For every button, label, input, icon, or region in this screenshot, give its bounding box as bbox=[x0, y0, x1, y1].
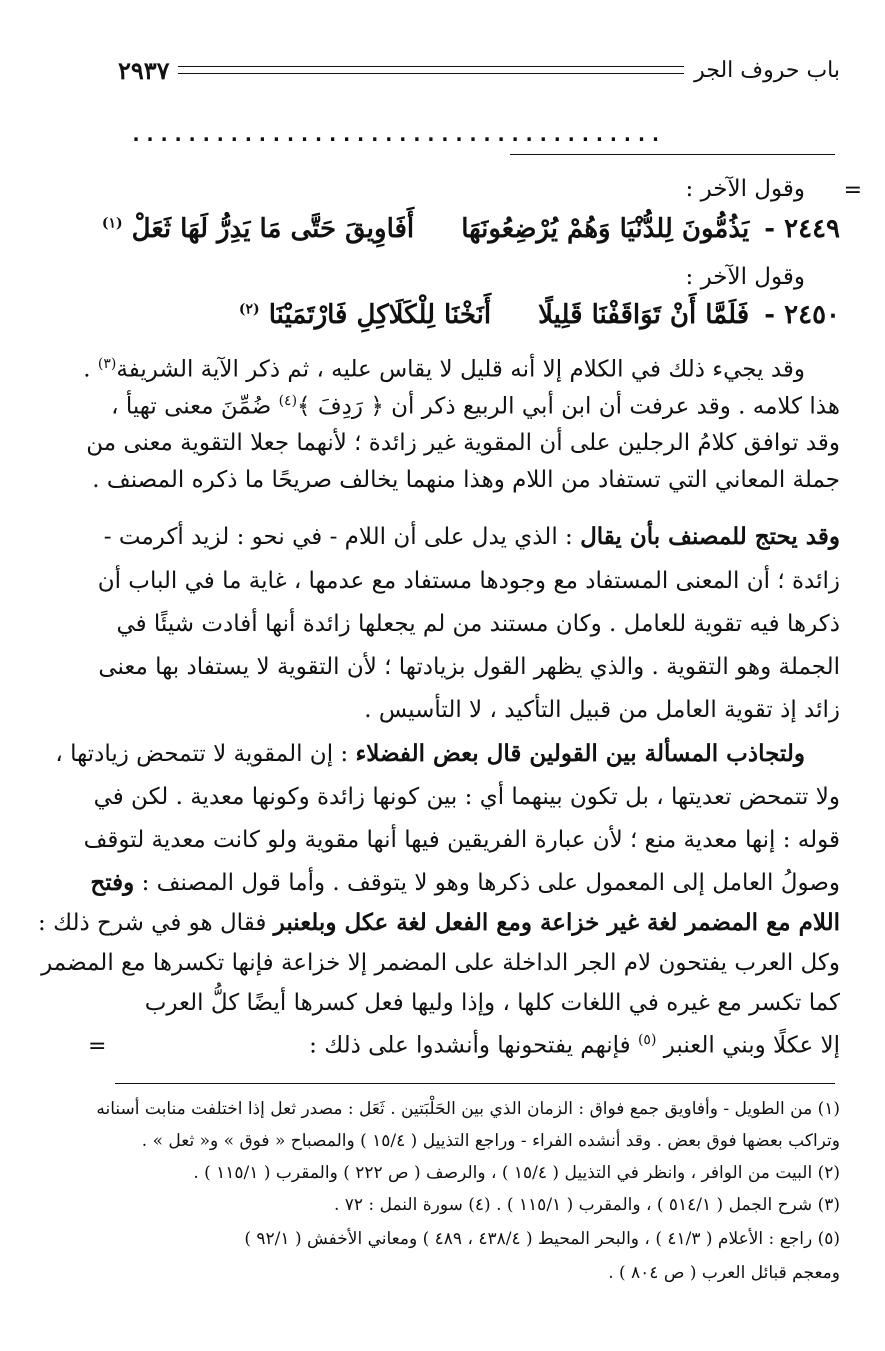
body-line: قوله : إنها معدية منع ؛ لأن عبارة الفريقين فيها أنها مقوية ولو كانت معدية لتوقف bbox=[83, 827, 840, 853]
chapter-title: باب حروف الجر bbox=[694, 57, 840, 83]
page-header bbox=[118, 50, 840, 90]
verse-2449 bbox=[101, 214, 840, 244]
body-line: زائد إذ تقوية العامل من قبيل التأكيد ، لا التأسيس . bbox=[364, 697, 840, 723]
body-line: وقد يحتج للمصنف بأن يقال : الذي يدل على أن اللام - في نحو : لزيد أكرمت - bbox=[103, 523, 840, 550]
verse-2450 bbox=[118, 300, 840, 330]
footnote-line: (٥) راجع : الأعلام ( ٤١/٣ ) ، والبحر المحيط ( ٤٣٨/٤ ، ٤٨٩ ) ومعاني الأخفش ( ٩٢/١ ) bbox=[244, 1229, 840, 1249]
continuation-mark-top: = bbox=[843, 178, 862, 203]
bold-phrase: وقد يحتج للمصنف بأن يقال bbox=[580, 523, 840, 550]
dotted-separator: ...................................... bbox=[130, 124, 664, 144]
footnote-line: وتراكب بعضها فوق بعض . وقد أنشده الفراء - وراجع التذييل ( ١٥/٤ ) والمصباح « فوق » و« ثعل » . bbox=[141, 1131, 840, 1151]
body-line: كما تكسر مع غيره في اللغات كلها ، وإذا وليها فعل كسرها أيضًا كلُّ العرب bbox=[144, 990, 840, 1016]
verse-second-hemistich: أَنَخْنَا لِلْكَلَاكِلِ فَارْتَمَيْنَا bbox=[268, 300, 492, 330]
body-line: الجملة وهو التقوية . والذي يظهر القول بزيادتها ؛ لأن التقوية لا يستفاد بها معنى bbox=[98, 654, 840, 680]
body-line: إلا عكلًا وبني العنبر $^{(٥)}$ فإنهم يفتحونها وأنشدوا على ذلك : bbox=[309, 1032, 840, 1059]
footnote-rule bbox=[115, 1083, 835, 1084]
body-line: ولتجاذب المسألة بين القولين قال بعض الفضلاء : إن المقوية لا تتمحض زيادتها ، bbox=[55, 740, 805, 767]
page-number: ٢٩٣٧ bbox=[118, 55, 170, 85]
footnote-line: ومعجم قبائل العرب ( ص ٨٠٤ ) . bbox=[608, 1263, 840, 1283]
body-line: هذا كلامه . وقد عرفت أن ابن أبي الربيع ذكر أن ﴿ رَدِفَ ﴾$^{(٤)}$ ضُمِّنَ معنى تهيأ ، bbox=[111, 393, 840, 420]
footnote-ref: (٢) bbox=[238, 301, 260, 318]
verse-intro: وقول الآخر : bbox=[685, 176, 805, 202]
footnote-ref: (٤) bbox=[278, 393, 298, 409]
body-line: ولا تتمحض تعديتها ، بل تكون بينهما أي : بين كونها زائدة وكونها معدية . لكن في bbox=[93, 784, 840, 810]
body-line: زائدة ؛ أن المعنى المستفاد مع وجودها مستفاد مع عدمها ، غاية ما في الباب أن bbox=[97, 568, 840, 594]
verse-second-hemistich: أَفَاوِيقَ حَتَّى مَا يَدِرُّ لَهَا ثَعَلْ bbox=[131, 214, 415, 244]
verse-first-hemistich: فَلَمَّا أَنْ تَوَاقَفْنَا قَلِيلًا bbox=[538, 300, 750, 330]
body-line: وكل العرب يفتحون لام الجر الداخلة على المضمر إلا خزاعة فإنها تكسرها مع المضمر bbox=[41, 950, 840, 976]
body-line: اللام مع المضمر لغة غير خزاعة ومع الفعل لغة عكل وبلعنبر فقال هو في شرح ذلك : bbox=[38, 909, 840, 936]
footnote-ref: (٥) bbox=[637, 1032, 657, 1048]
body-line: وقد توافق كلامُ الرجلين على أن المقوية غير زائدة ؛ لأنهما جعلا التقوية معنى من bbox=[86, 430, 840, 456]
bold-phrase: وفتح bbox=[90, 869, 135, 896]
body-line: جملة المعاني التي تستفاد من اللام وهذا منهما يخالف صريحًا ما ذكره المصنف . bbox=[92, 467, 840, 493]
footnote-line: (٢) البيت من الوافر ، وانظر في التذييل ( ١٥/٤ ) ، والرصف ( ص ٢٢٢ ) والمقرب ( ١١٥/١ ) . bbox=[193, 1163, 840, 1183]
bold-phrase: اللام مع المضمر لغة غير خزاعة ومع الفعل لغة عكل وبلعنبر bbox=[273, 909, 840, 936]
footnote-ref: (٣) bbox=[97, 356, 117, 372]
verse-intro: وقول الآخر : bbox=[685, 264, 805, 290]
verse-first-hemistich: يَذُمُّونَ لِلدُّنْيَا وَهُمْ يُرْضِعُونَهَا bbox=[461, 214, 750, 244]
footnote-line: (٣) شرح الجمل ( ٥١٤/١ ) ، والمقرب ( ١١٥/١ ) . (٤) سورة النمل : ٧٢ . bbox=[333, 1195, 840, 1215]
body-line: ذكرها فيه تقوية للعامل . وكان مستند من لم يجعلها زائدة أنها أفادت شيئًا في bbox=[116, 611, 840, 637]
body-line: وصولُ العامل إلى المعمول على ذكرها وهو لا يتوقف . وأما قول المصنف : وفتح bbox=[90, 869, 840, 896]
bold-phrase: ولتجاذب المسألة بين القولين قال بعض الفضلاء bbox=[355, 740, 805, 767]
continuation-mark-bottom: = bbox=[88, 1034, 107, 1059]
verse-number: ٢٤٥٠ - bbox=[764, 300, 840, 330]
footnote-ref: (١) bbox=[101, 215, 123, 232]
continuation-rule bbox=[510, 154, 835, 155]
header-rule bbox=[178, 66, 685, 74]
verse-number: ٢٤٤٩ - bbox=[764, 214, 840, 244]
body-line: وقد يجيء ذلك في الكلام إلا أنه قليل لا يقاس عليه ، ثم ذكر الآية الشريفة$^{(٣)}$ . bbox=[83, 356, 805, 383]
footnote-line: (١) من الطويل - وأفاويق جمع فواق : الزمان الذي بين الحَلْبَتين . ثَعَل : مصدر ثعل إذا اختلفت منابت أسنانه bbox=[96, 1099, 840, 1119]
